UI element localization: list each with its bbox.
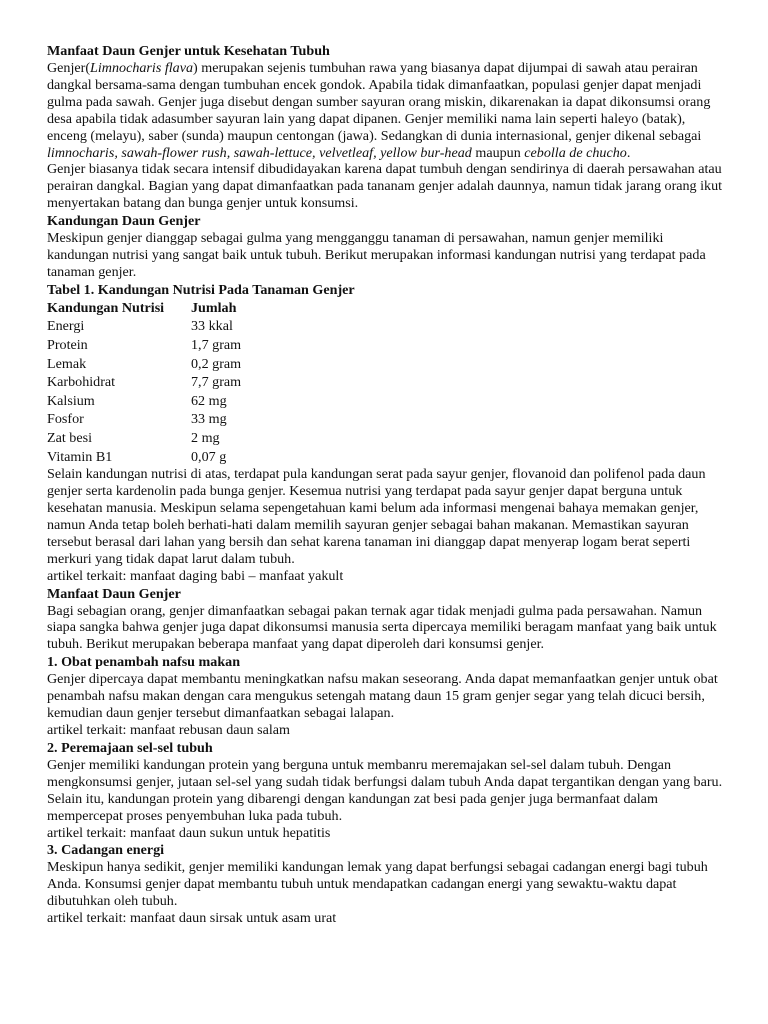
table-row [47, 373, 241, 392]
table-cell-nutrient: Lemak [47, 355, 87, 372]
table-cell-amount: 1,7 gram [191, 337, 242, 354]
spanish-name: cebolla de chucho [524, 144, 627, 161]
table-cell-amount: 0,2 gram [191, 355, 242, 372]
table-row [47, 355, 241, 374]
table-row [47, 410, 241, 429]
related-article-link[interactable]: artikel terkait: manfaat daging babi – manfaat yakult [47, 567, 344, 584]
kandungan-paragraph-1: Meskipun genjer dianggap sebagai gulma yang mengganggu tanaman di persawahan, namun genjer memiliki kandungan nutrisi yang sangat baik untuk tubuh. Berikut merupakan informasi kandungan nutrisi yang terdapat pada tanaman genjer. [47, 230, 706, 280]
table-cell-nutrient: Karbohidrat [47, 374, 116, 391]
document-title: Manfaat Daun Genjer untuk Kesehatan Tubuh [47, 43, 330, 59]
table-row [47, 448, 241, 467]
intro-text-b: ) merupakan sejenis tumbuhan rawa yang biasanya dapat dijumpai di sawah atau perairan dangkal bersama-sama dengan tumbuhan encek gondok. Apabila tidak dimanfaatkan, populasi genjer dapat menjadi gulma pada sawah. Genjer juga disebut dengan sumber sayuran orang miskin, dikarenakan ia dapat dikonsumsi orang desa apabila tidak adasumber sayuran lain yang dapat dipanen. Genjer memiliki nama lain seperti haleyo (batak), enceng (melayu), saber (sunda) maupun centongan (jawa). Sedangkan di dunia internasional, genjer dikenal sebagai [47, 60, 711, 144]
intro-text-d: . [626, 144, 631, 161]
table-header-nutrient: Kandungan Nutrisi [47, 299, 165, 316]
table-cell-nutrient: Vitamin B1 [47, 448, 113, 465]
nutrition-table [47, 299, 241, 466]
section-heading-manfaat: Manfaat Daun Genjer [47, 585, 181, 602]
related-article-link[interactable]: artikel terkait: manfaat daun sirsak untuk asam urat [47, 910, 337, 927]
table-cell-amount: 33 kkal [191, 318, 233, 335]
table-header-amount: Jumlah [191, 299, 237, 316]
manfaat-paragraph-1: Bagi sebagian orang, genjer dimanfaatkan sebagai pakan ternak agar tidak menjadi gulma pada persawahan. Namun siapa sangka bahwa genjer juga dapat dikonsumsi manusia serta dipercaya memiliki beragam manfaat yang baik untuk tubuh. Berikut merupakan beberapa manfaat yang dapat diperoleh dari konsumsi genjer. [47, 602, 717, 653]
benefit-text-1: Genjer dipercaya dapat membantu meningkatkan nafsu makan seseorang. Anda dapat memanfaatkan genjer untuk obat penambah nafsu makan dengan cara mengukus setengah matang daun 15 gram genjer segar yang telah dicuci bersih, kemudian daun genjer tersebut dimanfaatkan sebagai lalapan. [47, 671, 718, 722]
intro-text-c: maupun [471, 144, 525, 161]
related-article-link[interactable]: artikel terkait: manfaat rebusan daun salam [47, 722, 291, 738]
table-cell-nutrient: Fosfor [47, 411, 84, 428]
table-row [47, 336, 241, 355]
benefit-heading-3: 3. Cadangan energi [47, 842, 165, 859]
table-cell-nutrient: Zat besi [47, 430, 93, 447]
table-cell-nutrient: Energi [47, 318, 85, 335]
table-cell-amount: 2 mg [191, 430, 220, 447]
related-article-link[interactable]: artikel terkait: manfaat daun sukun untuk hepatitis [47, 824, 331, 841]
section-heading-kandungan: Kandungan Daun Genjer [47, 213, 201, 230]
intro-text-a: Genjer( [47, 60, 91, 76]
benefit-text-2: Genjer memiliki kandungan protein yang berguna untuk membanru meremajakan sel-sel dalam tubuh. Dengan mengkonsumsi genjer, jutaan sel-sel yang sudah tidak berfungsi dalam tubuh Anda dapat tergantikan dengan yang baru. Selain itu, kandungan protein yang dibarengi dengan kandungan zat besi pada genjer juga bermanfaat dalam mempercepat proses penyembuhan luka pada tubuh. [47, 756, 723, 824]
table-cell-nutrient: Protein [47, 337, 88, 354]
table-row [47, 429, 241, 448]
table-cell-amount: 7,7 gram [191, 374, 242, 391]
table-cell-nutrient: Kalsium [47, 392, 95, 409]
benefit-heading-1: 1. Obat penambah nafsu makan [47, 654, 241, 671]
table-title: Tabel 1. Kandungan Nutrisi Pada Tanaman Genjer [47, 281, 355, 298]
international-names: limnocharis, sawah-flower rush, sawah-lettuce, velvetleaf, yellow bur-head [47, 144, 472, 161]
table-header-row [47, 299, 241, 318]
kandungan-paragraph-2: Selain kandungan nutrisi di atas, terdapat pula kandungan serat pada sayur genjer, flovanoid dan polifenol pada daun genjer serta kardenolin pada bunga genjer. Kesemua nutrisi yang terdapat pada sayur genjer dapat berguna untuk kesehatan manusia. Meskipun selama sepengetahuan kami belum ada informasi mengenai bahaya memakan genjer, namun Anda tetap boleh berhati-hati dalam memilih sayuran genjer sebagai bahan makanan. Memastikan sayuran tersebut berasal dari lahan yang bersih dan sehat karena tanaman ini dianggap dapat menyerap logam berat seperti merkuri yang tidak dapat larut dalam tubuh. [47, 466, 706, 567]
table-cell-amount: 62 mg [191, 392, 227, 409]
table-row [47, 392, 241, 411]
table-row [47, 317, 241, 336]
table-cell-amount: 33 mg [191, 411, 227, 428]
intro-paragraph-1 [47, 60, 728, 161]
benefit-text-3: Meskipun hanya sedikit, genjer memiliki kandungan lemak yang dapat berfungsi sebagai cadangan energi bagi tubuh Anda. Konsumsi genjer dapat membantu tubuh untuk mendapatkan cadangan energi yang sewaktu-waktu dapat dibutuhkan oleh tubuh. [47, 859, 708, 910]
benefit-heading-2: 2. Peremajaan sel-sel tubuh [47, 739, 213, 756]
table-cell-amount: 0,07 g [191, 448, 227, 465]
scientific-name: Limnocharis flava [90, 60, 194, 76]
intro-paragraph-2: Genjer biasanya tidak secara intensif dibudidayakan karena dapat tumbuh dengan sendirinya di daerah persawahan atau perairan dangkal. Bagian yang dapat dimanfaatkan pada tananam genjer adalah daunnya, namun tidak jarang orang ikut menyertakan batang dan bunga genjer untuk konsumsi. [47, 161, 723, 212]
